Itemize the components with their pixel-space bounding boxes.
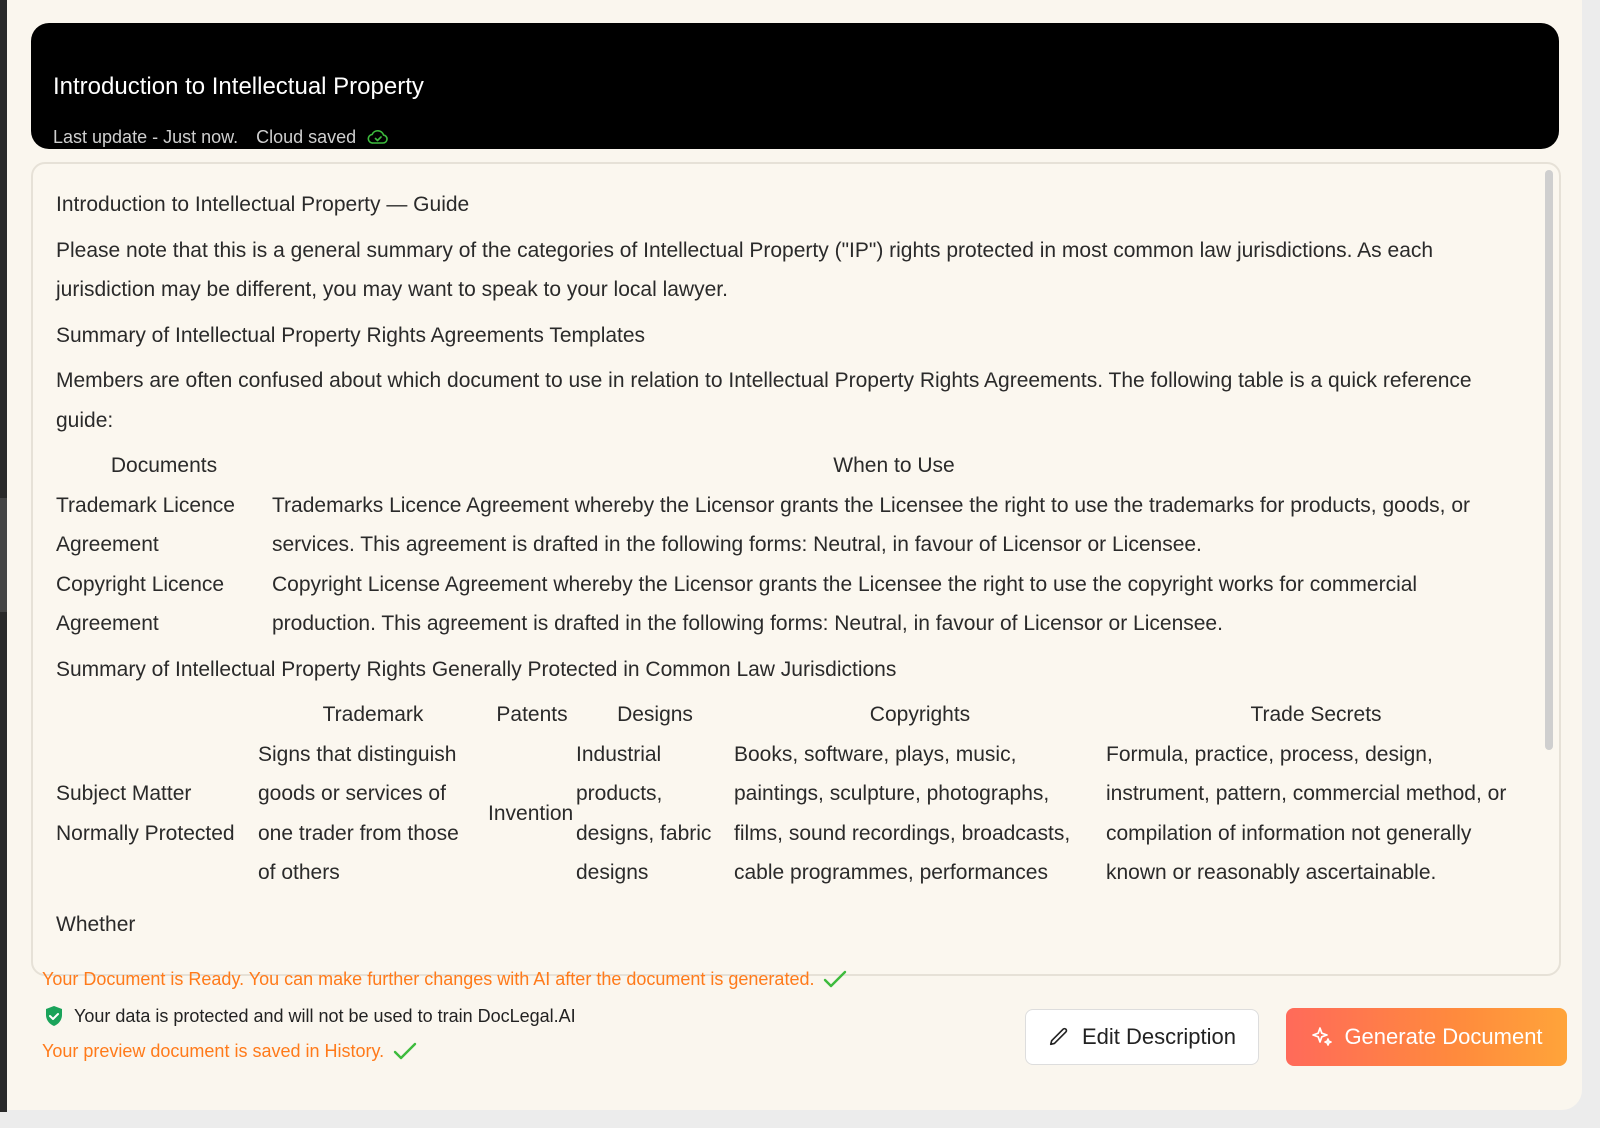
table-cell: Copyright Licence Agreement (56, 572, 225, 635)
protected-message (42, 1004, 576, 1028)
check-icon (822, 968, 848, 990)
document-preview[interactable] (31, 162, 1561, 976)
edit-description-button[interactable] (1025, 1009, 1259, 1065)
left-sidebar-edge (0, 0, 7, 1112)
documents-table (56, 446, 1516, 644)
check-icon (392, 1040, 418, 1062)
table-cell: Copyright License Agreement whereby the Licensor grants the Licensee the right to use the copyright works for commercial production. This agreement is drafted in the following forms: Neutral, in favour of Licensor or Licensee. (272, 572, 1418, 635)
table-cell: Trademarks Licence Agreement whereby the Licensor grants the Licensee the right to use the trademarks for products, goods, or services. This agreement is drafted in the following forms: Neutral, in favour of Licensor or Licensee. (272, 493, 1471, 556)
cloud-status-text: Cloud saved (256, 126, 357, 147)
summary-protected-heading: Summary of Intellectual Property Rights Generally Protected in Common Law Jurisdictions (56, 657, 897, 681)
document-body (56, 164, 1516, 944)
sparkle-icon (1310, 1025, 1334, 1049)
members-text: Members are often confused about which document to use in relation to Intellectual Property Rights Agreements. The following table is a quick reference guide: (56, 369, 1472, 432)
ready-message-text: Your Document is Ready. You can make further changes with AI after the document is generated. (42, 968, 815, 989)
table-cell: Formula, practice, process, design, instrument, pattern, commercial method, or compilation of information not generally known or reasonably ascertainable. (1106, 742, 1507, 884)
table-header-when-to-use: When to Use (833, 454, 955, 477)
table-header-documents: Documents (110, 454, 218, 477)
table-cell: Industrial products, designs, fabric designs (576, 742, 712, 884)
doc-intro: Please note that this is a general summary of the categories of Intellectual Property ("IP") rights protected in most common law jurisdictions. As each jurisdiction may be different, you may want to speak to your local lawyer. (56, 238, 1434, 301)
preview-scrollbar[interactable] (1545, 170, 1553, 750)
doc-heading: Introduction to Intellectual Property — Guide (56, 193, 470, 216)
table-cell: Subject Matter Normally Protected (56, 782, 235, 845)
table-cell: Invention (488, 801, 574, 825)
next-row-label: Whether (56, 912, 136, 936)
sidebar-handle (0, 498, 7, 612)
pencil-icon (1048, 1026, 1070, 1048)
document-header (31, 23, 1559, 149)
document-title: Introduction to Intellectual Property (53, 73, 424, 100)
generate-document-label: Generate Document (1344, 1024, 1543, 1049)
shield-check-icon (42, 1004, 66, 1028)
table-header-designs: Designs (617, 703, 693, 726)
history-message (42, 1040, 418, 1062)
generate-document-button[interactable] (1286, 1008, 1567, 1066)
edit-description-label: Edit Description (1081, 1024, 1237, 1049)
ready-message (42, 968, 848, 990)
table-cell: Trademark Licence Agreement (56, 493, 235, 556)
save-status (53, 125, 390, 149)
cloud-check-icon (366, 125, 390, 149)
table-header-copyrights: Copyrights (869, 703, 971, 726)
table-header-trademark: Trademark (322, 703, 424, 726)
table-header-patents: Patents (496, 703, 568, 726)
summary-templates-heading: Summary of Intellectual Property Rights Agreements Templates (56, 323, 646, 347)
last-update-text: Last update - Just now. (53, 126, 239, 147)
table-cell: Books, software, plays, music, paintings, sculpture, photographs, films, sound recordings, broadcasts, cable programmes, performances (734, 742, 1071, 884)
ip-rights-table (56, 695, 1516, 893)
protected-message-text: Your data is protected and will not be used to train DocLegal.AI (74, 1005, 576, 1026)
table-header-trade-secrets: Trade Secrets (1250, 703, 1382, 726)
history-message-text: Your preview document is saved in History. (42, 1040, 385, 1061)
main-panel (7, 0, 1582, 1110)
table-cell: Signs that distinguish goods or services of one trader from those of others (258, 742, 459, 884)
